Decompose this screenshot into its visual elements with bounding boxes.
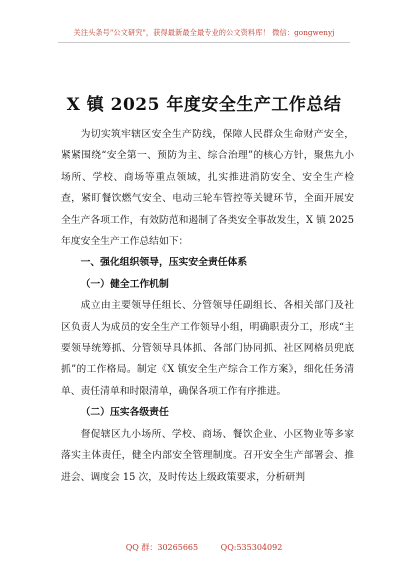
footer-contact [0,542,408,553]
body-paragraph: 督促辖区九小场所、学校、商场、餐饮企业、小区物业等多家落实主体责任，健全内部安全管理制度。召开安全生产部署会、推进会、调度会 15 次，及时传达上级政策要求，分析研判 [61,428,354,483]
header-promo-text: 关注头条号"公文研究"，获得最新最全最专业的公文资料库！ 微信：gongwenyj [73,28,335,37]
document-title: X 镇 2025 年度安全生产工作总结 [66,95,342,115]
qq-group-text: QQ 群：30265665 [125,543,199,552]
subsection-heading-1: （一）健全工作机制 [80,278,169,290]
subsection-heading-2: （二）压实各级责任 [80,407,169,419]
qq-text: QQ:535304092 [220,543,283,552]
body-paragraph: 成立由主要领导任组长、分管领导任副组长、各相关部门及社区负责人为成员的安全生产工作领导小组，明确职责分工，形成“主要领导统筹抓、分管领导具体抓、各部门协同抓、社区网格员兜底抓”的工作格局。制定《X 镇安全生产综合工作方案》，细化任务清单、责任清单和时限清单，确保各项工作有序推进。 [61,300,354,397]
header-divider [58,42,350,43]
document-body [61,124,354,488]
intro-paragraph: 为切实筑牢辖区安全生产防线，保障人民群众生命财产安全，紧紧围绕“安全第一、预防为主、综合治理”的核心方针，聚焦九小场所、学校、商场等重点领域，扎实推进消防安全、安全生产检查，紧盯餐饮燃气安全、电动三轮车管控等关键环节，全面开展安全生产各项工作，有效防范和遏制了各类安全事故发生，X 镇 2025 年度安全生产工作总结如下： [61,129,354,248]
section-heading-1: 一、强化组织领导，压实安全责任体系 [80,257,248,269]
